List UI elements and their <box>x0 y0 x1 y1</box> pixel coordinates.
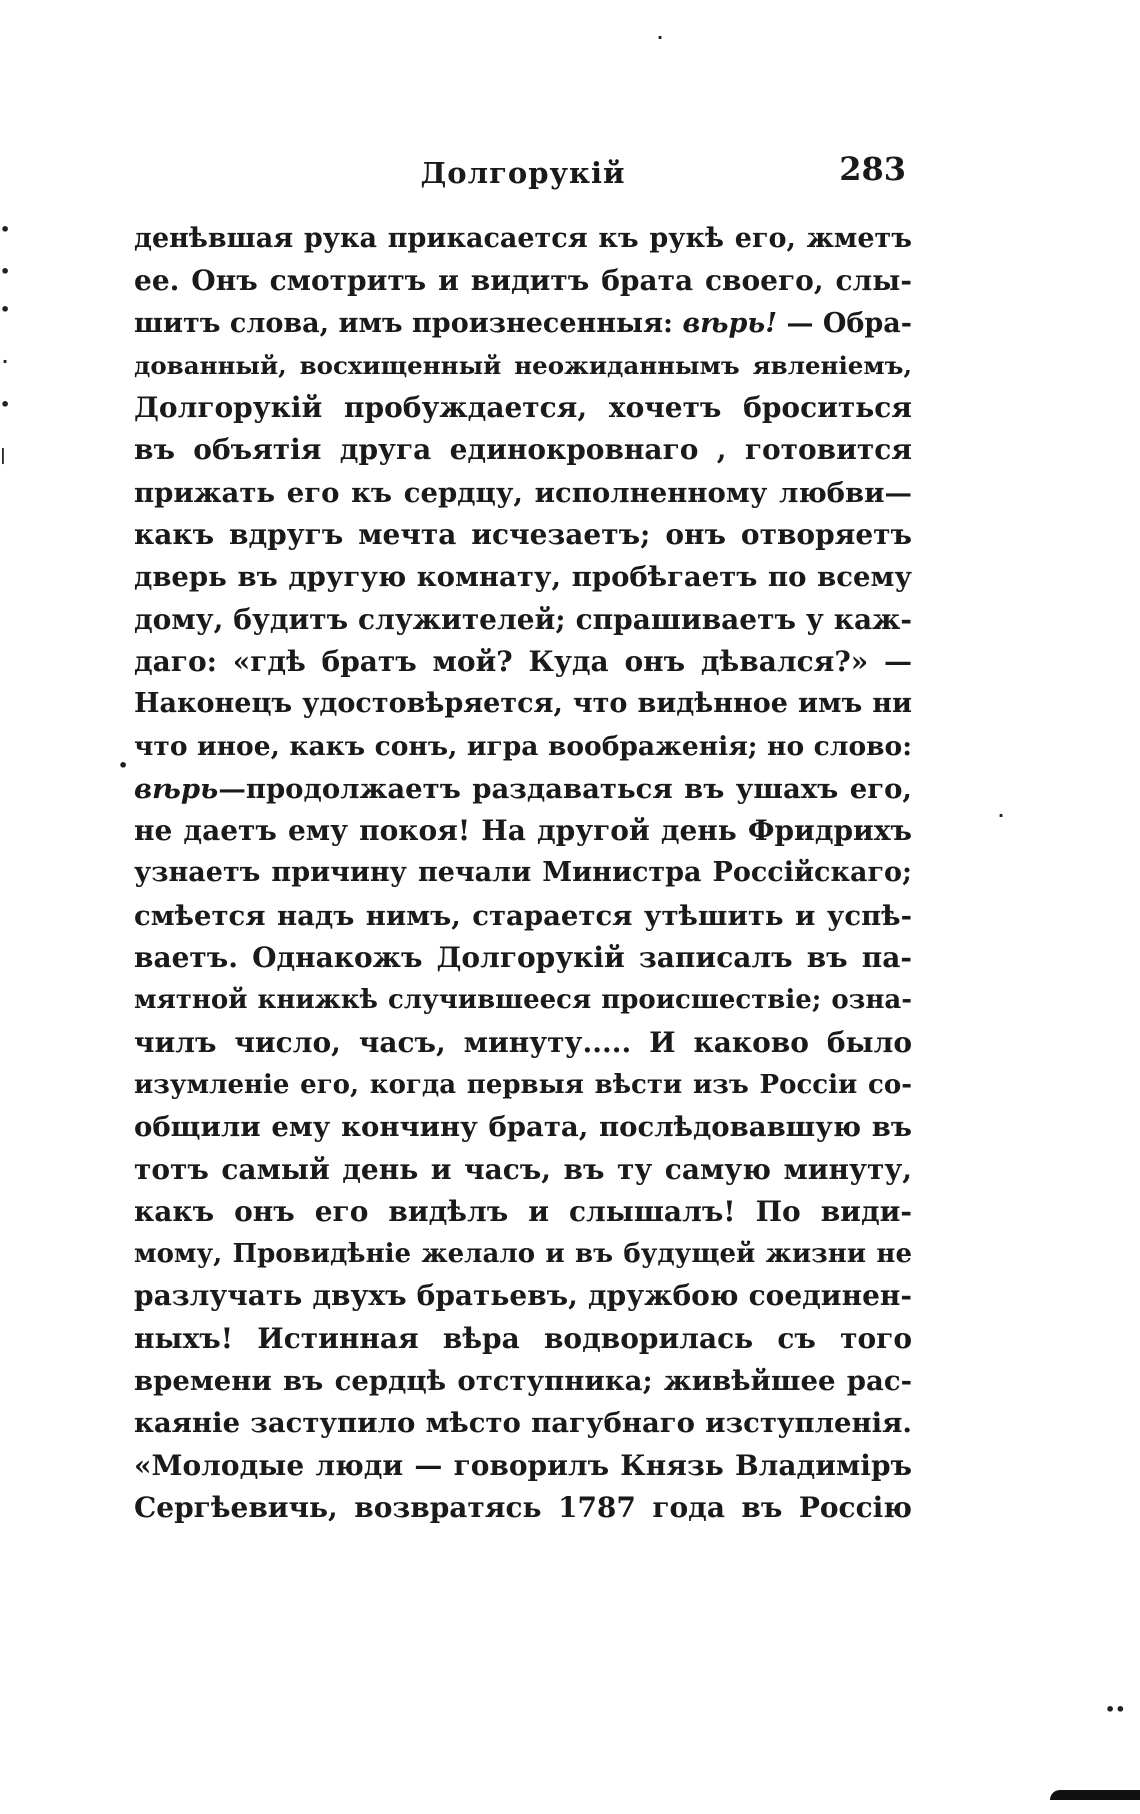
text-line: какъ онъ его видѣлъ и слышалъ! По види- <box>134 1194 912 1228</box>
text-line: дверь въ другую комнату, пробѣгаетъ по всему <box>134 561 912 594</box>
text-line: мому, Провидѣніе желало и въ будущей жизни не <box>134 1239 912 1270</box>
text-line: денѣвшая рука прикасается къ рукѣ его, жметъ <box>134 223 912 254</box>
text-line: чилъ число, часъ, минуту..... И каково было <box>134 1025 912 1059</box>
margin-mark: • <box>0 300 11 319</box>
text-line: разлучать двухъ братьевъ, дружбою соединен- <box>134 1279 912 1313</box>
text-line: мятной книжкѣ случившееся происшествіе; озна- <box>134 985 912 1016</box>
text-segment: —продолжаетъ раздаваться въ ушахъ его, <box>218 772 912 805</box>
text-line: какъ вдругъ мечта исчезаетъ; онъ отворяетъ <box>134 518 912 552</box>
margin-mark: • <box>0 220 11 239</box>
text-line: узнаетъ причину печали Министра Россійскаго; <box>134 857 912 889</box>
text-line: тотъ самый день и часъ, въ ту самую минуту, <box>134 1152 912 1186</box>
emphasized-word: вѣрь <box>134 772 219 805</box>
margin-mark: · <box>657 28 664 47</box>
text-line: Наконецъ удостовѣряется, что видѣнное имъ ни <box>134 688 912 720</box>
text-line: смѣется надъ нимъ, старается утѣшить и успѣ- <box>134 899 912 932</box>
text-line: ее. Онъ смотритъ и видитъ брата своего, слы- <box>134 264 912 298</box>
text-line <box>134 303 912 345</box>
margin-mark: •• <box>1105 1700 1126 1719</box>
margin-mark: | <box>0 445 6 464</box>
text-line: Сергѣевичь, возвратясь 1787 года въ Россію <box>134 1490 912 1524</box>
margin-mark: · <box>998 806 1005 825</box>
margin-mark: · <box>2 352 9 371</box>
text-line: ваетъ. Однакожъ Долгорукій записалъ въ па- <box>134 941 912 975</box>
margin-mark: • <box>0 262 11 281</box>
text-line: изумленіе его, когда первыя вѣсти изъ Россіи со- <box>134 1069 912 1100</box>
page-number: 283 <box>839 150 906 188</box>
text-line: въ объятія друга единокровнаго , готовится <box>134 433 912 467</box>
text-line: ныхъ! Истинная вѣра водворилась съ того <box>134 1321 912 1355</box>
margin-mark: • <box>0 395 11 414</box>
body-text <box>134 218 912 1529</box>
text-line: не даетъ ему покоя! На другой день Фридрихъ <box>134 814 912 848</box>
text-line: времени въ сердцѣ отступника; живѣйшее рас- <box>134 1365 912 1398</box>
text-line: дому, будитъ служителей; спрашиваетъ у каж- <box>134 602 912 636</box>
scan-smudge <box>1050 1790 1140 1800</box>
text-line: общили ему кончину брата, послѣдовавшую въ <box>134 1111 912 1144</box>
text-line <box>134 768 912 810</box>
text-line: каяніе заступило мѣсто пагубнаго изступленія. <box>134 1407 912 1440</box>
running-head <box>134 150 912 200</box>
emphasized-word: вѣрь! <box>682 307 778 339</box>
text-line: что иное, какъ сонъ, игра воображенія; но слово: <box>134 730 912 762</box>
margin-mark: • <box>118 756 129 775</box>
text-line: прижать его къ сердцу, исполненному любви— <box>134 476 912 509</box>
text-line: «Молодые люди — говорилъ Князь Владиміръ <box>134 1448 912 1482</box>
text-segment: шитъ слова, имъ произнесенныя: <box>134 307 683 339</box>
running-title: Долгорукій <box>420 156 626 190</box>
text-segment: — Обра- <box>777 307 912 339</box>
text-line: дованный, восхищенный неожиданнымъ явленіемъ, <box>134 350 912 380</box>
text-line: Долгорукій пробуждается, хочетъ броситься <box>134 391 912 425</box>
text-line: даго: «гдѣ братъ мой? Куда онъ дѣвался?» — <box>134 644 912 678</box>
